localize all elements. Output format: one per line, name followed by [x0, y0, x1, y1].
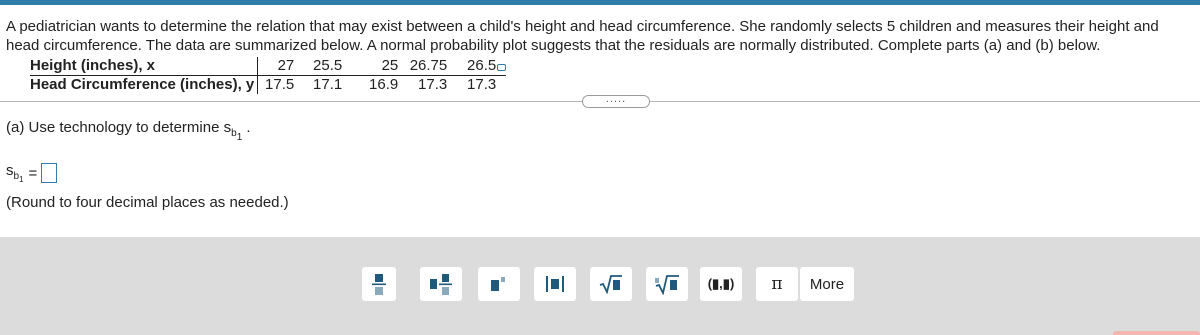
data-table	[30, 57, 506, 94]
exponent-button[interactable]	[478, 267, 520, 301]
part-a-prompt	[6, 119, 251, 143]
table-row-height	[30, 57, 506, 76]
circumference-value: 17.3	[418, 76, 448, 93]
fraction-button[interactable]	[362, 267, 396, 301]
table-row-circumference	[30, 76, 506, 95]
square-root-button[interactable]	[590, 267, 632, 301]
more-button-label: More	[809, 275, 845, 293]
exponent-icon	[491, 274, 507, 294]
ordered-pair-icon: (▮,▮)	[707, 276, 735, 291]
nth-root-icon	[654, 273, 680, 295]
top-accent-bar	[0, 0, 1200, 5]
math-toolbar	[0, 237, 1200, 335]
fraction-icon	[372, 272, 386, 296]
ordered-pair-button[interactable]	[700, 267, 742, 301]
pi-icon: π	[771, 274, 783, 294]
height-value: 26.75	[398, 57, 447, 76]
mixed-number-icon	[430, 272, 452, 296]
circumference-value: 17.1	[313, 76, 343, 93]
rounding-note: (Round to four decimal places as needed.)	[6, 194, 289, 211]
circumference-value: 17.3	[467, 76, 497, 93]
expand-button[interactable]: .....	[582, 95, 650, 108]
pi-button[interactable]	[756, 267, 798, 301]
circumference-value: 16.9	[369, 76, 399, 93]
row-label-circumference: Head Circumference (inches), y	[30, 76, 258, 95]
part-a-prompt-text: (a) Use technology to determine s	[6, 119, 232, 136]
height-value: 27	[258, 57, 295, 76]
square-root-icon	[599, 274, 623, 294]
absolute-value-icon	[545, 274, 565, 294]
sb1-subscript: b1	[231, 128, 243, 143]
mixed-number-button[interactable]	[420, 267, 462, 301]
height-value: 25	[342, 57, 398, 76]
problem-intro: A pediatrician wants to determine the relation that may exist between a child's height and head circumference. She randomly selects 5 children and measures their height and head circumference. The data are summarized below. A normal probability plot suggests that the residuals are normally distributed. Complete parts (a) and (b) below.	[6, 18, 1159, 54]
copy-data-icon[interactable]	[497, 64, 506, 71]
height-value: 26.5	[447, 57, 506, 76]
answer-input[interactable]	[41, 163, 57, 183]
height-value: 25.5	[294, 57, 342, 76]
nth-root-button[interactable]	[646, 267, 688, 301]
part-a-period: .	[246, 119, 251, 136]
equals-sign: =	[28, 164, 38, 182]
answer-row	[6, 162, 57, 184]
circumference-value: 17.5	[265, 76, 295, 93]
absolute-value-button[interactable]	[534, 267, 576, 301]
bottom-edge-button[interactable]	[1113, 331, 1200, 335]
more-button[interactable]	[800, 267, 854, 301]
row-label-height: Height (inches), x	[30, 57, 258, 76]
sb1-symbol: $s_{b_1}$	[6, 162, 24, 184]
